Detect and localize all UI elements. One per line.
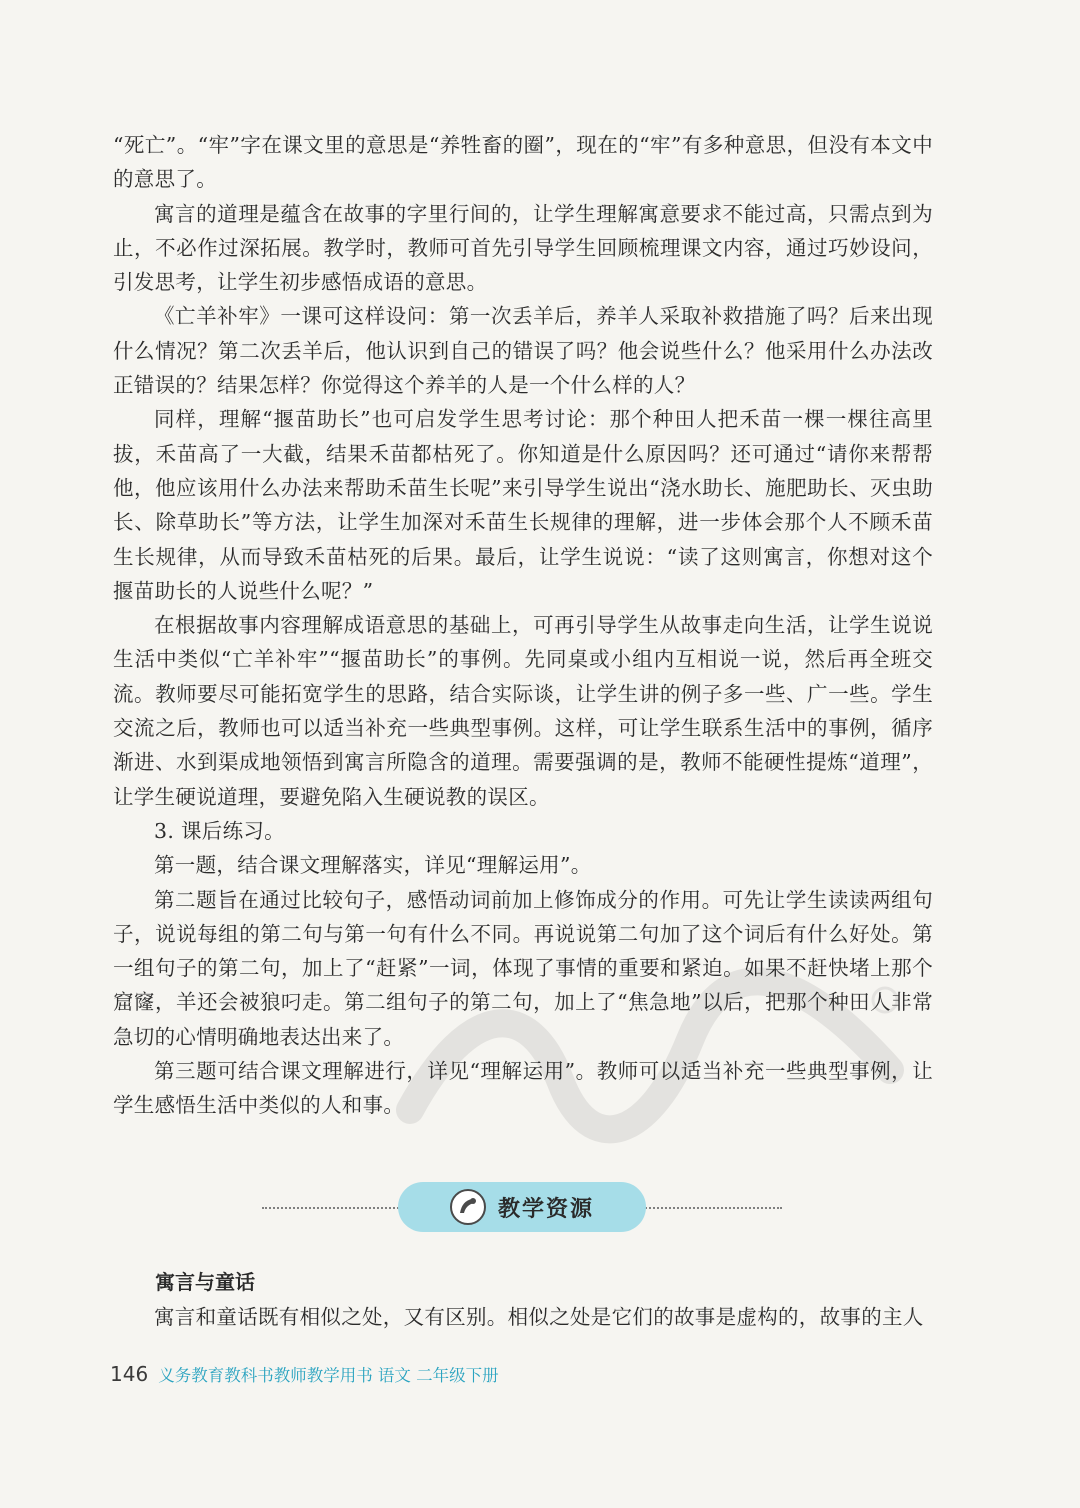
paragraph: 同样，理解“揠苗助长”也可启发学生思考讨论：那个种田人把禾苗一棵一棵往高里拔，禾苗高了一大截，结果禾苗都枯死了。你知道是什么原因吗？还可通过“请你来帮帮他，他应该用什么办法来帮助禾苗生长呢”来引导学生说出“浇水助长、施肥助长、灭虫助长、除草助长”等方法，让学生加深对禾苗生长规律的理解，进一步体会那个人不顾禾苗生长规律，从而导致禾苗枯死的后果。最后，让学生说说：“读了这则寓言，你想对这个揠苗助长的人说些什么呢？” xyxy=(113,407,933,603)
resource-paragraph: 寓言和童话既有相似之处，又有区别。相似之处是它们的故事是虚构的，故事的主人 xyxy=(154,1305,924,1329)
banner-dotted-line-right xyxy=(642,1207,782,1209)
section-banner-pill xyxy=(398,1182,646,1232)
book-title: 义务教育教科书教师教学用书 语文 二年级下册 xyxy=(158,1366,499,1385)
paragraph: 第一题，结合课文理解落实，详见“理解运用”。 xyxy=(154,853,592,878)
section-banner xyxy=(262,1182,782,1234)
main-body-text xyxy=(113,128,933,1123)
resource-heading: 寓言与童话 xyxy=(155,1270,255,1294)
paragraph-continuation: “死亡”。“牢”字在课文里的意思是“养牲畜的圈”，现在的“牢”有多种意思，但没有本文中的意思了。 xyxy=(113,133,933,192)
banner-dotted-line-left xyxy=(262,1207,402,1209)
paragraph: 寓言的道理是蕴含在故事的字里行间的，让学生理解寓意要求不能过高，只需点到为止，不必作过深拓展。教学时，教师可首先引导学生回顾梳理课文内容，通过巧妙设问，引发思考，让学生初步感悟成语的意思。 xyxy=(113,201,933,295)
paragraph: 第三题可结合课文理解进行，详见“理解运用”。教师可以适当补充一些典型事例，让学生感悟生活中类似的人和事。 xyxy=(113,1059,933,1118)
section-subheading: 3. 课后练习。 xyxy=(154,818,285,843)
page-number: 146 xyxy=(110,1362,149,1386)
section-title: 教学资源 xyxy=(497,1196,594,1222)
page-footer xyxy=(110,1362,499,1386)
paragraph: 第二题旨在通过比较句子，感悟动词前加上修饰成分的作用。可先让学生读读两组句子，说说每组的第二句与第一句有什么不同。再说说第二句加了这个词后有什么好处。第一组句子的第二句，加上了“赶紧”一词，体现了事情的重要和紧迫。如果不赶快堵上那个窟窿，羊还会被狼叼走。第二组句子的第二句，加上了“焦急地”以后，把那个种田人非常急切的心情明确地表达出来了。 xyxy=(113,887,933,1049)
paragraph: 在根据故事内容理解成语意思的基础上，可再引导学生从故事走向生活，让学生说说生活中类似“亡羊补牢”“揠苗助长”的事例。先同桌或小组内互相说一说，然后再全班交流。教师要尽可能拓宽学生的思路，结合实际谈，让学生讲的例子多一些、广一些。学生交流之后，教师也可以适当补充一些典型事例。这样，可让学生联系生活中的事例，循序渐进、水到渠成地领悟到寓言所隐含的道理。需要强调的是，教师不能硬性提炼“道理”，让学生硬说道理，要避免陷入生硬说教的误区。 xyxy=(113,613,933,809)
teaching-resource-icon xyxy=(450,1189,486,1225)
paragraph: 《亡羊补牢》一课可这样设问：第一次丢羊后，养羊人采取补救措施了吗？后来出现什么情况？第二次丢羊后，他认识到自己的错误了吗？他会说些什么？他采用什么办法改正错误的？结果怎样？你觉得这个养羊的人是一个什么样的人？ xyxy=(113,304,933,398)
